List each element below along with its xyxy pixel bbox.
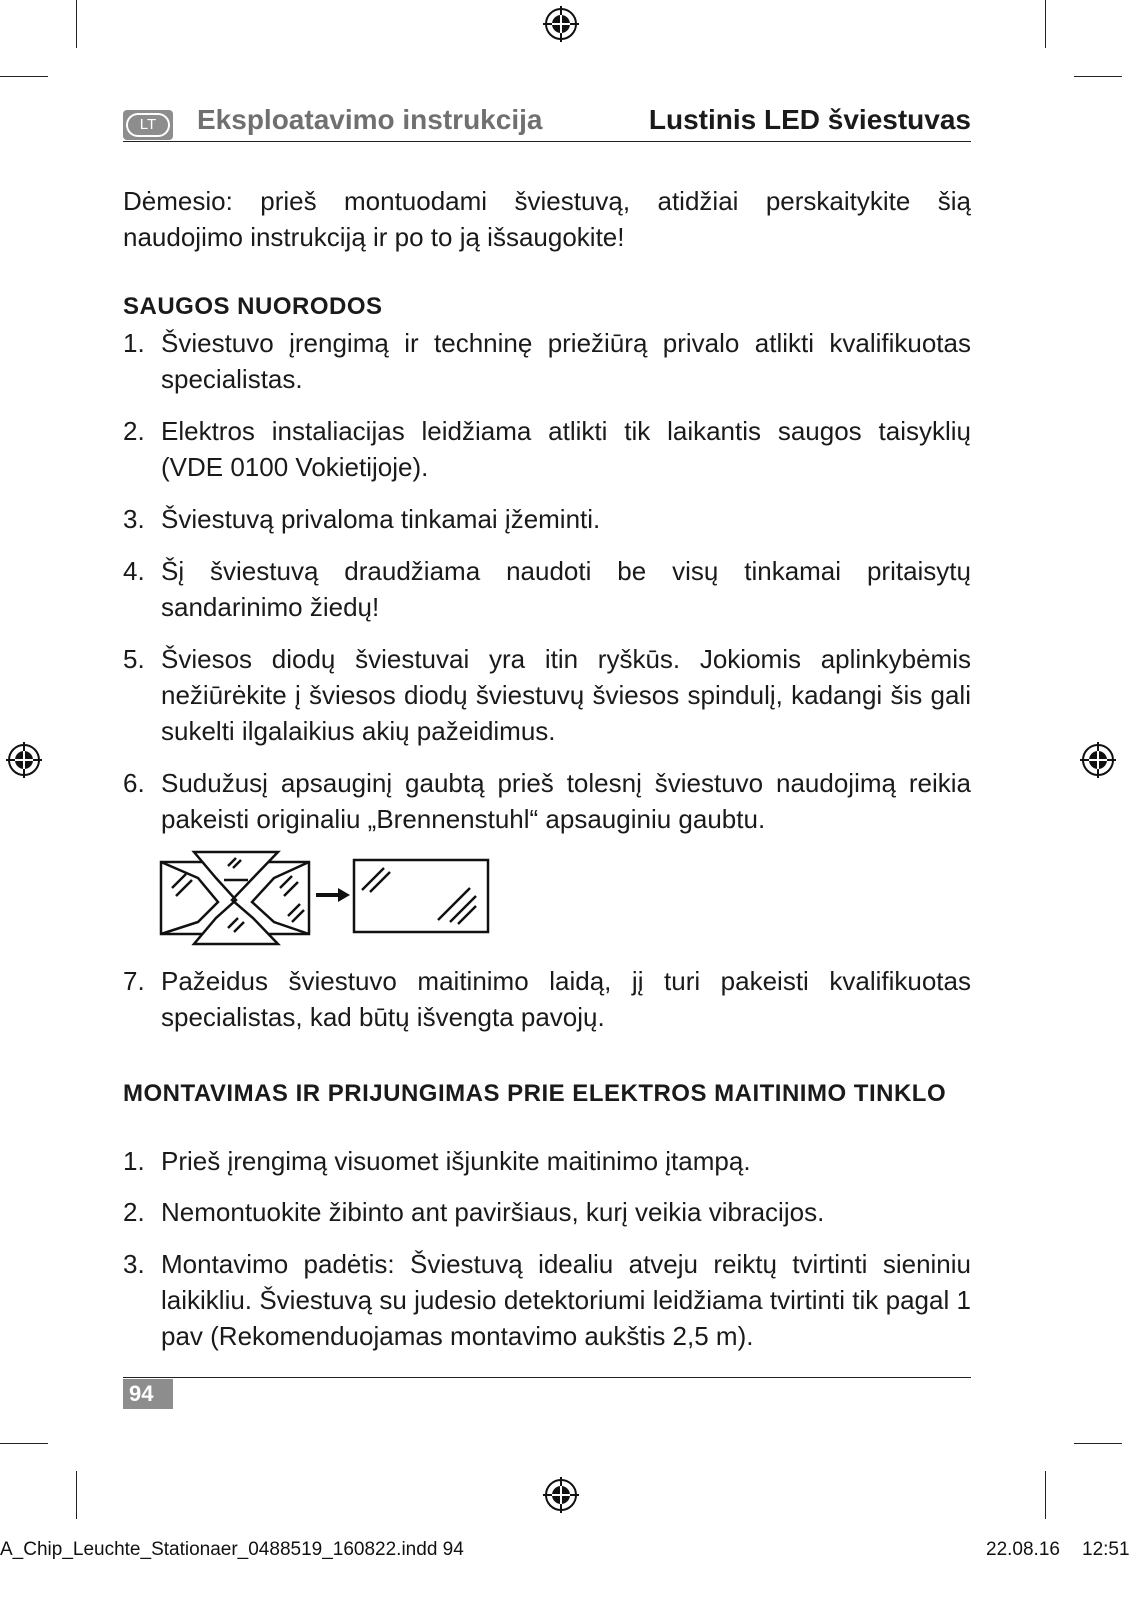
- broken-cover-replacement-diagram: [158, 848, 493, 948]
- list-item: [123, 1246, 971, 1354]
- new-cover-icon: [354, 860, 488, 932]
- slug-time: 12:51: [1082, 1539, 1130, 1560]
- list-item: [123, 963, 971, 1035]
- crop-mark: [1074, 1443, 1122, 1444]
- list-item-number: 3.: [123, 1249, 145, 1279]
- language-badge: [123, 110, 173, 140]
- list-item-text: Sudužusį apsauginį gaubtą prieš tolesnį šviestuvo naudojimą reikia pakeisti originaliu „Brennenstuhl“ apsauginiu gaubtu.: [161, 768, 971, 834]
- crop-mark: [76, 0, 77, 48]
- list-item: [123, 413, 971, 485]
- list-item-number: 2.: [123, 1197, 145, 1227]
- arrow-right-icon: [316, 888, 350, 902]
- mounting-heading: MONTAVIMAS IR PRIJUNGIMAS PRIE ELEKTROS MAITINIMO TINKLO: [123, 1080, 947, 1107]
- list-item-number: 6.: [123, 768, 145, 798]
- list-item-number: 5.: [123, 644, 145, 674]
- language-code: LT: [126, 113, 170, 137]
- list-item-number: 2.: [123, 416, 145, 446]
- list-item-number: 7.: [123, 966, 145, 996]
- broken-cover-icon: [161, 852, 309, 944]
- registration-mark-icon: [541, 4, 581, 44]
- crop-mark: [1045, 1471, 1046, 1519]
- list-item-number: 1.: [123, 1146, 145, 1176]
- list-item: [123, 1143, 971, 1179]
- registration-mark-icon: [4, 740, 44, 780]
- list-item-number: 3.: [123, 504, 145, 534]
- header-left-title: Eksploatavimo instrukcija: [197, 104, 543, 135]
- list-item-text: Šviestuvo įrengimą ir techninę priežiūrą privalo atlikti kvalifikuotas specialistas.: [161, 328, 971, 394]
- list-item-number: 4.: [123, 556, 145, 586]
- list-item-text: Pažeidus šviestuvo maitinimo laidą, jį turi pakeisti kvalifikuotas specialistas, kad būtų išvengta pavojų.: [161, 966, 971, 1032]
- list-item-text: Montavimo padėtis: Šviestuvą idealiu atveju reiktų tvirtinti sieniniu laikikliu. Šviestuvą su judesio detektoriumi leidžiama tvirtinti tik pagal 1 pav (Rekomenduojamas montavimo aukštis 2,5 m).: [161, 1249, 971, 1351]
- header-right-title: Lustinis LED šviestuvas: [648, 104, 971, 135]
- list-item-text: Nemontuokite žibinto ant paviršiaus, kurį veikia vibracijos.: [161, 1197, 825, 1227]
- slug-date: 22.08.16: [986, 1539, 1060, 1560]
- safety-heading: SAUGOS NUORODOS: [123, 293, 383, 320]
- list-item-text: Šį šviestuvą draudžiama naudoti be visų tinkamai pritaisytų sandarinimo žiedų!: [161, 556, 971, 622]
- crop-mark: [1045, 0, 1046, 48]
- list-item-text: Šviesos diodų šviestuvai yra itin ryškūs. Jokiomis aplinkybėmis nežiūrėkite į šviesos diodų šviestuvų šviesos spindulį, kadangi šis gali sukelti ilgalaikius akių pažeidimus.: [161, 644, 971, 746]
- list-item: [123, 325, 971, 397]
- list-item: [123, 553, 971, 625]
- crop-mark: [0, 1443, 48, 1444]
- list-item: [123, 501, 971, 537]
- list-item-text: Šviestuvą privaloma tinkamai įžeminti.: [161, 504, 601, 534]
- page-number: 94: [123, 1379, 173, 1409]
- list-item: [123, 1194, 971, 1230]
- list-item-text: Prieš įrengimą visuomet išjunkite maitinimo įtampą.: [161, 1146, 751, 1176]
- registration-mark-icon: [541, 1475, 581, 1515]
- slug-filename: A_Chip_Leuchte_Stationaer_0488519_160822.indd 94: [0, 1539, 464, 1560]
- footer-rule: [123, 1377, 971, 1378]
- list-item-number: 1.: [123, 328, 145, 358]
- list-item: [123, 641, 971, 749]
- crop-mark: [1074, 76, 1122, 77]
- list-item: [123, 765, 971, 837]
- registration-mark-icon: [1078, 740, 1118, 780]
- intro-paragraph: Dėmesio: prieš montuodami šviestuvą, atidžiai perskaitykite šią naudojimo instrukciją ir po to ją išsaugokite!: [123, 186, 971, 252]
- crop-mark: [76, 1471, 77, 1519]
- crop-mark: [0, 76, 48, 77]
- header-rule: [123, 141, 971, 142]
- list-item-text: Elektros instaliacijas leidžiama atlikti tik laikantis saugos taisyklių (VDE 0100 Vokietijoje).: [161, 416, 971, 482]
